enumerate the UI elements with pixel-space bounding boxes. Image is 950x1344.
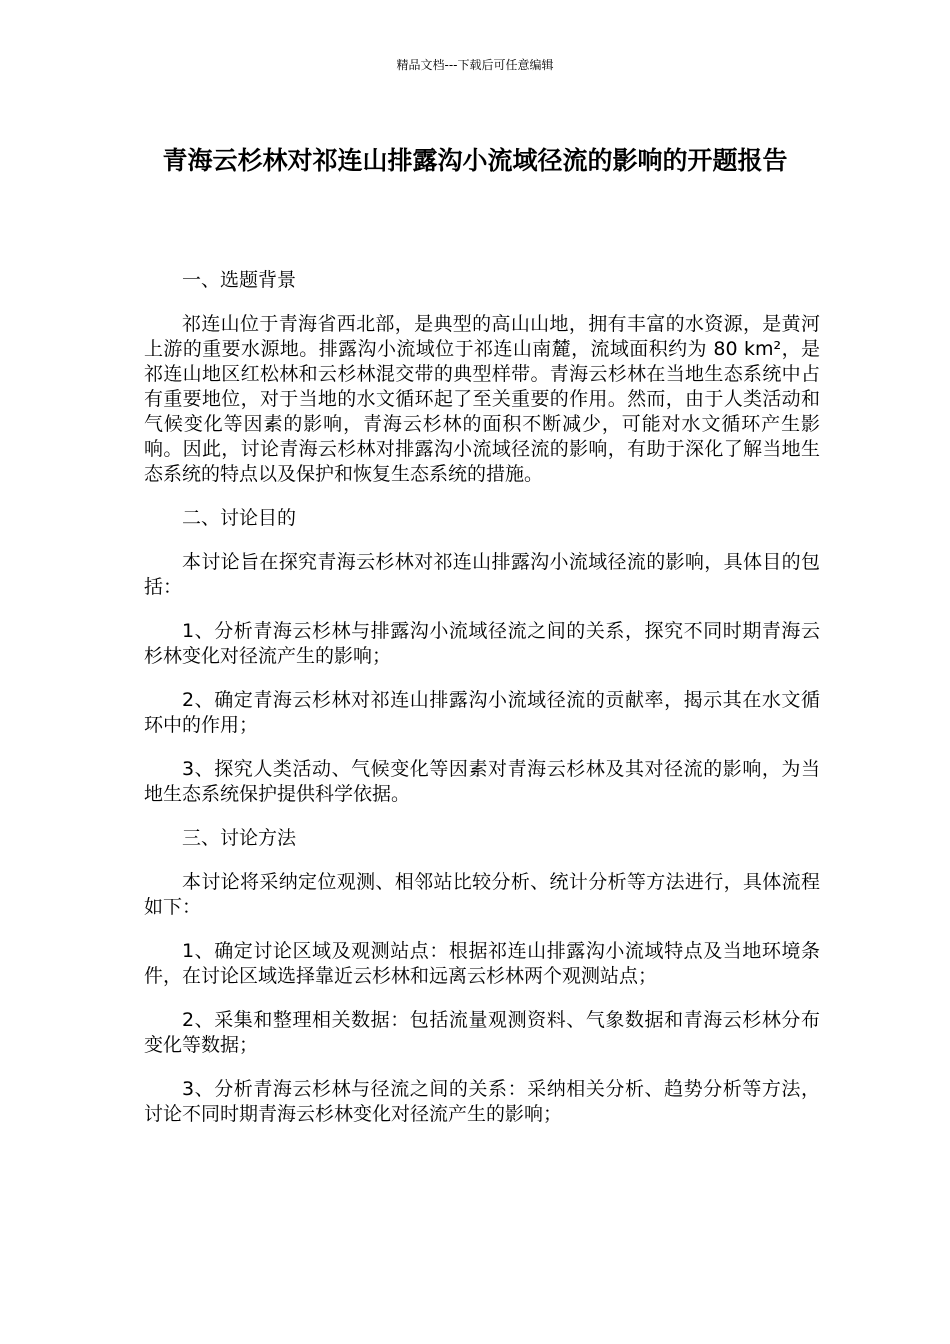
paragraph-methods-item-2: 2、采集和整理相关数据：包括流量观测资料、气象数据和青海云杉林分布变化等数据； [144,1009,820,1056]
paragraph-methods-item-1: 1、确定讨论区域及观测站点：根据祁连山排露沟小流域特点及当地环境条件，在讨论区域选择靠近云杉林和远离云杉林两个观测站点； [144,940,820,987]
section-heading-background: 一、选题背景 [182,269,297,291]
document-title: 青海云杉林对祁连山排露沟小流域径流的影响的开题报告 [162,146,788,175]
paragraph-purpose-intro: 本讨论旨在探究青海云杉林对祁连山排露沟小流域径流的影响，具体目的包括： [144,551,820,598]
paragraph-background: 祁连山位于青海省西北部，是典型的高山山地，拥有丰富的水资源，是黄河上游的重要水源地。排露沟小流域位于祁连山南麓，流域面积约为 80 km²，是祁连山地区红松林和云杉林混交带的典型样带。青海云杉林在当地生态系统中占有重要地位，对于当地的水文循环起了至关重要的作用。然而，由于人类活动和气候变化等因素的影响，青海云杉林的面积不断减少，可能对水文循环产生影响。因此，讨论青海云杉林对排露沟小流域径流的影响，有助于深化了解当地生态系统的特点以及保护和恢复生态系统的措施。 [144,313,820,485]
paragraph-purpose-item-3: 3、探究人类活动、气候变化等因素对青海云杉林及其对径流的影响，为当地生态系统保护提供科学依据。 [144,758,820,805]
document-body [144,268,820,1146]
page-header: 精品文档---下载后可任意编辑 [396,58,554,72]
paragraph-methods-item-3: 3、分析青海云杉林与径流之间的关系：采纳相关分析、趋势分析等方法，讨论不同时期青海云杉林变化对径流产生的影响； [144,1078,820,1125]
paragraph-purpose-item-2: 2、确定青海云杉林对祁连山排露沟小流域径流的贡献率，揭示其在水文循环中的作用； [144,689,820,736]
paragraph-purpose-item-1: 1、分析青海云杉林与排露沟小流域径流之间的关系，探究不同时期青海云杉林变化对径流产生的影响； [144,620,820,667]
section-heading-purpose: 二、讨论目的 [182,507,297,529]
section-heading-methods: 三、讨论方法 [182,827,297,849]
paragraph-methods-intro: 本讨论将采纳定位观测、相邻站比较分析、统计分析等方法进行，具体流程如下： [144,871,820,918]
